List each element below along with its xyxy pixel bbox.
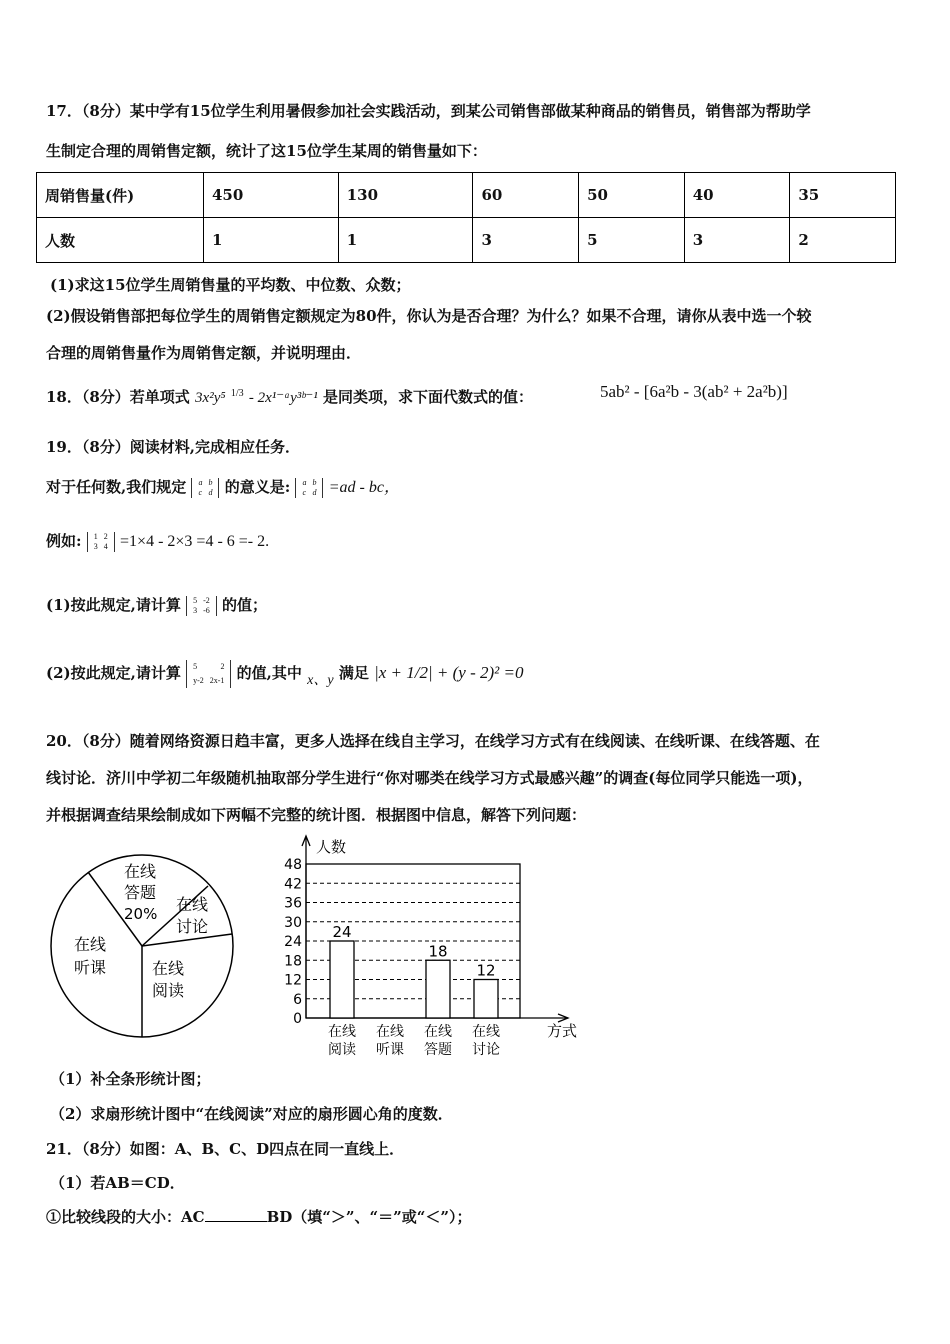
y-axis-label: 人数 — [316, 838, 347, 856]
y-tick-label: 0 — [293, 1011, 302, 1027]
pie-label: 20% — [124, 905, 158, 923]
example-prefix: 例如: — [46, 532, 82, 550]
q17-line1: 17．（8分）某中学有15位学生利用暑假参加社会实践活动，到某公司销售部做某种商品的销售员，销售部为帮助学 — [46, 102, 811, 120]
q21-part1: （1）若AB＝CD． — [50, 1174, 185, 1192]
y-tick-label: 42 — [284, 876, 302, 893]
q18-prefix: 18．（8分）若单项式 — [46, 388, 190, 406]
x-axis-label: 方式 — [547, 1022, 578, 1040]
determinant-abcd-2: a b c d — [295, 478, 323, 498]
y-tick-label: 6 — [293, 991, 302, 1008]
monomial-1: 3x²y⁵ — [195, 390, 226, 406]
pie-label: 讨论 — [176, 917, 209, 936]
table-cell: 3 — [684, 218, 790, 263]
table-cell: 40 — [684, 173, 790, 218]
table-cell: 1 — [204, 218, 339, 263]
monomial-2: - 2x¹⁻ᵃy³ᵇ⁻¹ — [248, 390, 318, 406]
answer-blank[interactable] — [205, 1209, 267, 1222]
q18-line — [46, 386, 533, 407]
q19-part2 — [46, 660, 523, 689]
def-prefix: 对于任何数,我们规定 — [46, 478, 187, 496]
bar-value-label: 12 — [476, 961, 496, 980]
table-cell: 130 — [338, 173, 473, 218]
bar-value-label: 24 — [332, 923, 352, 941]
y-tick-label: 36 — [284, 895, 302, 912]
pie-label: 答题 — [124, 883, 157, 902]
determinant-example: 1 2 3 4 — [87, 532, 115, 552]
q19-example — [46, 530, 269, 552]
q19-part1 — [46, 594, 267, 616]
bar — [426, 960, 450, 1018]
p2-mid: 的值,其中 — [236, 664, 302, 682]
q21-compare — [46, 1206, 472, 1227]
table-cell: 35 — [790, 173, 896, 218]
def-mid: 的意义是: — [224, 478, 291, 496]
def-result: =ad - bc， — [328, 479, 400, 496]
q17-part1: (1)求这15位学生周销售量的平均数、中位数、众数； — [50, 276, 411, 294]
table-row — [37, 173, 896, 218]
pie-label: 在线 — [152, 959, 185, 978]
table-cell: 1 — [338, 218, 473, 263]
y-tick-label: 18 — [284, 953, 302, 970]
q21-title: 21．（8分）如图：A、B、C、D四点在同一直线上． — [46, 1140, 405, 1158]
q20-line2: 线讨论．济川中学初二年级随机抽取部分学生进行“你对哪类在线学习方式最感兴趣”的调查(每位同学只能选一项)， — [46, 769, 813, 787]
table-cell: 2 — [790, 218, 896, 263]
q18-expression: 5ab² - [6a²b - 3(ab² + 2a²b)] — [600, 382, 788, 401]
bar — [474, 980, 498, 1019]
x-tick-label: 答题 — [424, 1042, 452, 1057]
sales-table — [36, 172, 896, 263]
y-tick-label: 12 — [284, 972, 302, 989]
x-tick-label: 在线 — [328, 1024, 356, 1040]
q20-line3: 并根据调查结果绘制成如下两幅不完整的统计图．根据图中信息，解答下列问题： — [46, 806, 587, 824]
x-tick-label: 在线 — [424, 1024, 452, 1040]
determinant-p2: 5 2 y-2 2x-1 — [186, 660, 231, 688]
table-cell: 50 — [579, 173, 685, 218]
table-cell: 60 — [473, 173, 579, 218]
q20-part1: （1）补全条形统计图； — [50, 1070, 211, 1088]
table-cell: 周销售量(件) — [37, 173, 204, 218]
q19-title: 19．（8分）阅读材料,完成相应任务． — [46, 438, 301, 456]
bar-chart — [270, 832, 590, 1057]
q17-line2: 生制定合理的周销售定额，统计了这15位学生某周的销售量如下： — [46, 142, 487, 160]
p2-vars: x、y — [307, 673, 334, 688]
p1-prefix: (1)按此规定,请计算 — [46, 596, 181, 614]
q20-part2: （2）求扇形统计图中“在线阅读”对应的扇形圆心角的度数． — [50, 1105, 453, 1123]
q19-definition — [46, 474, 400, 498]
y-tick-label: 48 — [284, 857, 302, 873]
table-row — [37, 218, 896, 263]
x-tick-label: 讨论 — [472, 1042, 500, 1057]
x-tick-label: 在线 — [376, 1024, 404, 1040]
bar-value-label: 18 — [428, 942, 448, 961]
table-cell: 人数 — [37, 218, 204, 263]
y-tick-label: 24 — [284, 934, 302, 950]
q20-line1: 20．（8分）随着网络资源日趋丰富，更多人选择在线自主学习，在线学习方式有在线阅读、在线听课、在线答题、在 — [46, 732, 820, 750]
pie-label: 在线 — [124, 862, 157, 881]
monomial-fraction: 1/3 — [230, 388, 244, 399]
compare-suffix: BD（填“＞”、“＝”或“＜”）； — [266, 1208, 472, 1226]
pie-label: 阅读 — [152, 981, 185, 1000]
table-cell: 5 — [579, 218, 685, 263]
y-tick-label: 30 — [284, 914, 302, 931]
p2-cond: 满足 — [338, 664, 369, 682]
q17-part2b: 合理的周销售量作为周销售定额，并说明理由． — [46, 344, 362, 362]
example-result: =1×4 - 2×3 =4 - 6 =- 2. — [120, 533, 270, 550]
bar — [330, 941, 354, 1018]
q18-middle: 是同类项，求下面代数式的值： — [322, 388, 533, 406]
pie-label: 在线 — [74, 935, 107, 954]
x-tick-label: 在线 — [472, 1024, 500, 1040]
compare-prefix: ①比较线段的大小：AC — [46, 1208, 205, 1226]
table-cell: 3 — [473, 218, 579, 263]
pie-label: 听课 — [74, 958, 107, 977]
determinant-abcd: a b c d — [191, 478, 219, 498]
determinant-p1: 5 -2 3 -6 — [186, 596, 217, 616]
p2-prefix: (2)按此规定,请计算 — [46, 664, 181, 682]
p2-condition: |x + 1/2| + (y - 2)² =0 — [374, 663, 524, 682]
q17-part2a: (2)假设销售部把每位学生的周销售定额规定为80件，你认为是否合理？为什么？如果不合理，请你从表中选一个较 — [46, 307, 812, 325]
pie-label: 在线 — [176, 895, 209, 914]
x-tick-label: 听课 — [376, 1042, 404, 1057]
x-tick-label: 阅读 — [328, 1042, 356, 1057]
p1-suffix: 的值； — [222, 596, 268, 614]
pie-chart — [48, 850, 238, 1040]
table-cell: 450 — [204, 173, 339, 218]
